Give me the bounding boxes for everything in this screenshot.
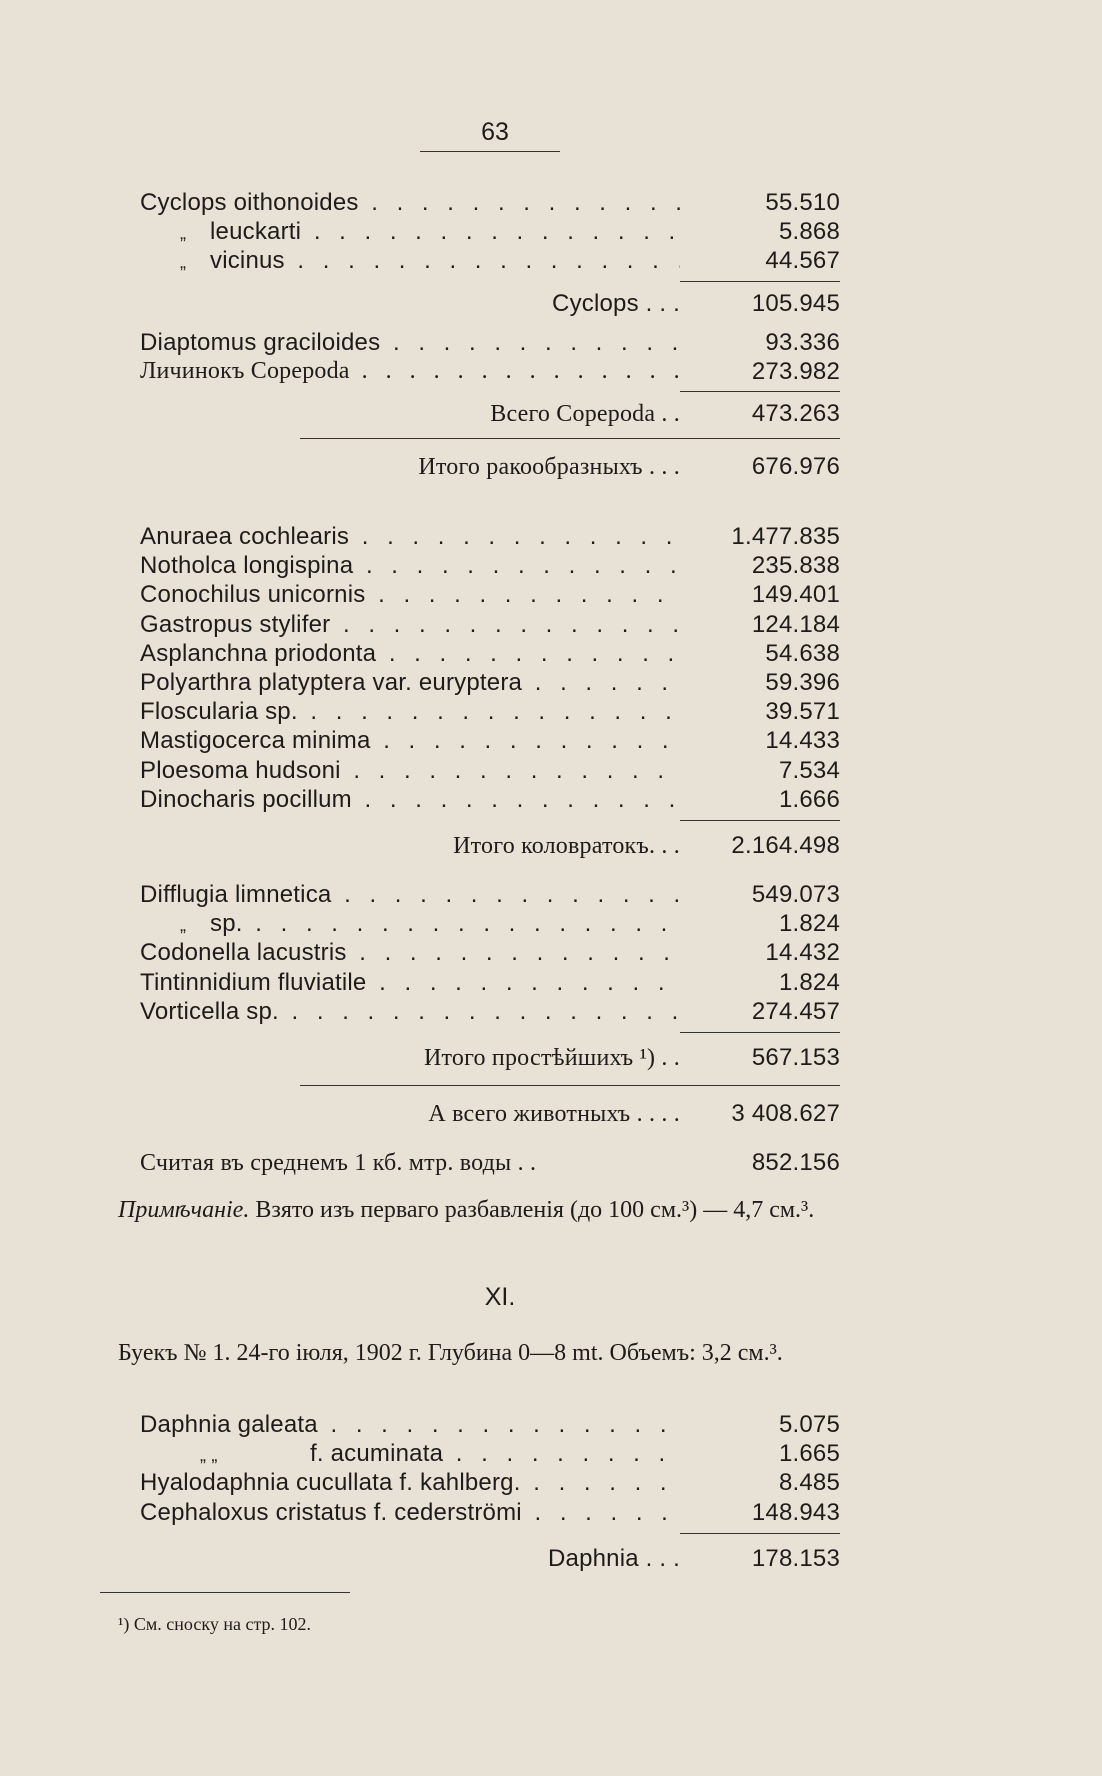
table-row xyxy=(140,968,840,997)
ditto-mark: „ „ xyxy=(200,1445,218,1466)
species-name: Difflugia limnetica . . . xyxy=(140,880,680,909)
species-name: Notholca longispina . . . xyxy=(140,551,680,580)
grand-total-label: А всего животныхъ . . . . xyxy=(428,1100,680,1127)
table-row xyxy=(140,639,840,668)
species-count: 55.510 xyxy=(700,188,840,217)
note-label: Примѣчаніе. xyxy=(118,1197,250,1223)
species-count: 14.432 xyxy=(700,938,840,967)
per-cubic-meter-label: Считая въ среднемъ 1 кб. мтр. воды . . xyxy=(140,1149,537,1176)
species-name xyxy=(140,246,680,277)
page-number-rule xyxy=(420,151,560,152)
protozoa-table xyxy=(140,880,840,1186)
species-count: 8.485 xyxy=(700,1468,840,1497)
total-label: Итого ракообразныхъ . . . xyxy=(418,453,680,480)
total-row xyxy=(140,1033,840,1081)
table-row xyxy=(140,880,840,909)
table-row xyxy=(140,668,840,697)
total-row xyxy=(140,821,840,869)
species-count: 5.075 xyxy=(700,1410,840,1439)
species-name: Tintinnidium fluviatile . . . xyxy=(140,968,680,997)
total-label: Итого коловратокъ. . . xyxy=(453,832,680,859)
species-label: vicinus xyxy=(210,247,285,275)
species-count: 93.336 xyxy=(700,328,840,357)
page-number: 63 xyxy=(481,118,509,146)
species-name: Codonella lacustris . . . xyxy=(140,938,680,967)
species-name xyxy=(140,909,680,940)
species-name: Asplanchna priodonta . . . xyxy=(140,639,680,668)
table-row xyxy=(140,697,840,726)
table-row xyxy=(140,328,840,357)
species-count: 549.073 xyxy=(700,880,840,909)
species-count: 149.401 xyxy=(700,580,840,609)
table-row xyxy=(140,997,840,1026)
subtotal-value: 105.945 xyxy=(751,289,840,317)
species-count: 5.868 xyxy=(700,217,840,246)
species-name: Hyalodaphnia cucullata f. kahlberg. . . . xyxy=(140,1468,680,1497)
species-count: 124.184 xyxy=(700,610,840,639)
subtotal-label: Cyclops . . . xyxy=(552,289,680,317)
species-count: 274.457 xyxy=(700,997,840,1026)
total-value: 2.164.498 xyxy=(731,831,840,859)
per-cubic-meter-row xyxy=(140,1138,840,1186)
species-count: 39.571 xyxy=(700,697,840,726)
total-value: 567.153 xyxy=(751,1043,840,1071)
species-count: 7.534 xyxy=(700,756,840,785)
species-name: Vorticella sp. . . . xyxy=(140,997,680,1026)
table-row xyxy=(140,551,840,580)
grand-total-row xyxy=(140,1086,840,1138)
species-count: 1.824 xyxy=(700,909,840,938)
species-count: 59.396 xyxy=(700,668,840,697)
species-count: 14.433 xyxy=(700,726,840,755)
grand-total-value: 3 408.627 xyxy=(731,1099,840,1127)
species-name: Floscularia sp. . . . xyxy=(140,697,680,726)
species-count: 1.665 xyxy=(700,1439,840,1468)
species-name: Mastigocerca minima . . . xyxy=(140,726,680,755)
species-name: Polyarthra platyptera var. euryptera . . . xyxy=(140,668,680,697)
species-count: 44.567 xyxy=(700,246,840,275)
total-row xyxy=(140,439,840,493)
daphnia-table xyxy=(140,1410,840,1582)
total-row xyxy=(140,1534,840,1582)
species-count: 54.638 xyxy=(700,639,840,668)
species-name: Cephaloxus cristatus f. cederströmi . . . xyxy=(140,1498,680,1527)
species-name: Gastropus stylifer . . . xyxy=(140,610,680,639)
footnote: ¹) См. сноску на стр. 102. xyxy=(118,1614,312,1634)
table-row xyxy=(140,188,840,217)
table-row xyxy=(140,246,840,275)
species-count: 148.943 xyxy=(700,1498,840,1527)
ditto-mark: „ xyxy=(180,223,187,244)
rotifer-table xyxy=(140,522,840,869)
table-row xyxy=(140,726,840,755)
total-label: Итого простѣйшихъ ¹) . . xyxy=(423,1044,680,1071)
subtotal-value: 473.263 xyxy=(751,399,840,427)
table-row xyxy=(140,357,840,386)
ditto-mark: „ xyxy=(180,915,187,936)
note-text: Взято изъ перваго разбавленія (до 100 см.³) — 4,7 см.³. xyxy=(255,1197,815,1223)
table-row xyxy=(140,1468,840,1497)
species-name: Diaptomus graciloides . . . xyxy=(140,328,680,357)
table-row xyxy=(140,938,840,967)
table-row xyxy=(140,756,840,785)
species-name: Dinocharis pocillum . . . xyxy=(140,785,680,814)
species-label: leuckarti xyxy=(210,218,302,246)
total-value: 178.153 xyxy=(751,1544,840,1572)
footnote-rule xyxy=(100,1592,350,1593)
subtotal-row xyxy=(140,282,840,324)
species-count: 235.838 xyxy=(700,551,840,580)
table-row xyxy=(140,1498,840,1527)
subtotal-label: Всего Copepoda . . xyxy=(490,400,680,427)
species-name: Cyclops oithonoides . . . xyxy=(140,188,680,217)
species-name: Личинокъ Copepoda . . . xyxy=(140,357,680,386)
species-label: f. acuminata xyxy=(310,1440,444,1468)
total-label: Daphnia . . . xyxy=(547,1544,680,1572)
table-row xyxy=(140,1410,840,1439)
table-row xyxy=(140,785,840,814)
ditto-mark: „ xyxy=(180,252,187,273)
section-intro xyxy=(70,1335,910,1371)
species-count: 1.824 xyxy=(700,968,840,997)
table-row xyxy=(140,217,840,246)
species-name: Ploesoma hudsoni . . . xyxy=(140,756,680,785)
copepoda-table xyxy=(140,188,840,493)
species-name xyxy=(140,217,680,248)
species-label: sp. xyxy=(210,910,243,938)
table-row xyxy=(140,580,840,609)
section-title: XI. xyxy=(484,1283,516,1311)
section-intro-text: Буекъ № 1. 24-го іюля, 1902 г. Глубина 0—8 mt. Объемъ: 3,2 см.³. xyxy=(118,1340,783,1366)
subtotal-row xyxy=(140,392,840,434)
total-value: 676.976 xyxy=(751,452,840,480)
species-count: 1.666 xyxy=(700,785,840,814)
species-count: 273.982 xyxy=(700,357,840,386)
species-name xyxy=(140,1439,680,1470)
table-row xyxy=(140,610,840,639)
table-row xyxy=(140,522,840,551)
table-row xyxy=(140,909,840,938)
per-cubic-meter-value: 852.156 xyxy=(751,1148,840,1176)
table-row xyxy=(140,1439,840,1468)
note-paragraph xyxy=(70,1192,910,1228)
species-name: Conochilus unicornis . . . xyxy=(140,580,680,609)
species-name: Anuraea cochlearis . . . xyxy=(140,522,680,551)
species-name: Daphnia galeata . . . xyxy=(140,1410,680,1439)
species-count: 1.477.835 xyxy=(700,522,840,551)
